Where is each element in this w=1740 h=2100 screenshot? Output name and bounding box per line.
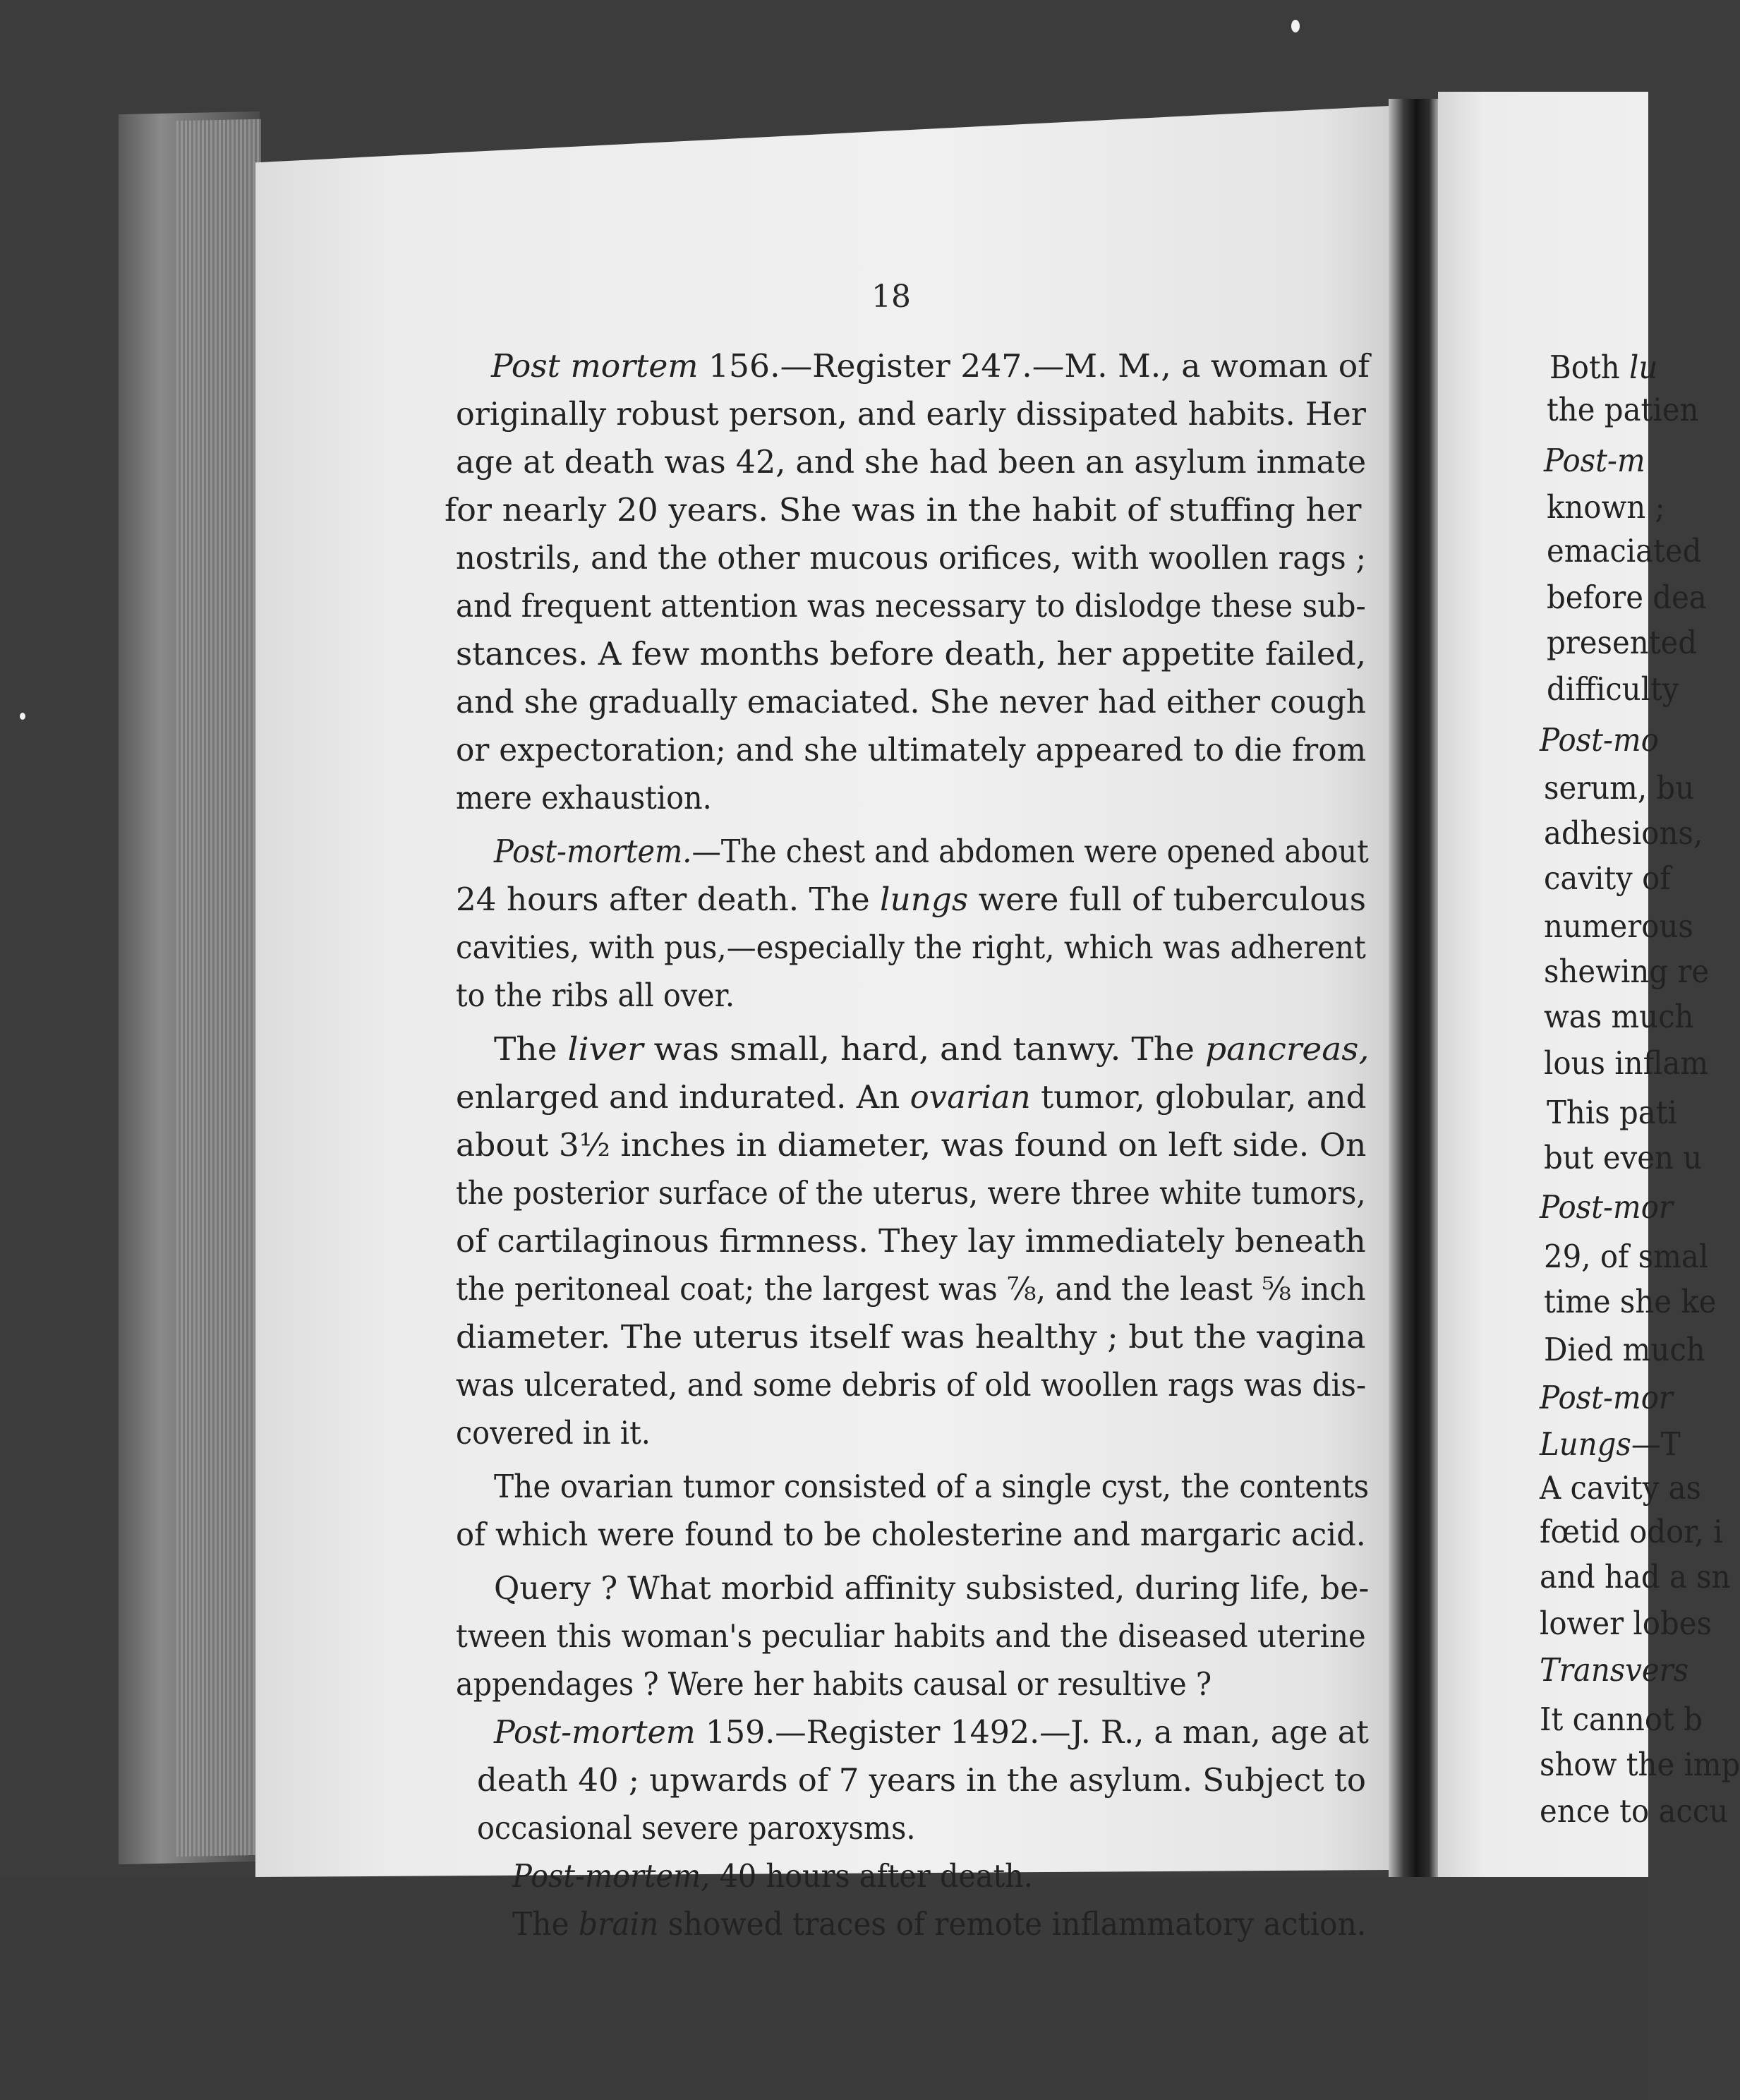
italic-term: Post-mortem, (512, 1859, 711, 1895)
text-line (1540, 1559, 1731, 1595)
line-text: the posterior surface of the uterus, were three white tumors, (456, 1176, 1366, 1212)
italic-term: Post-mortem (494, 1715, 696, 1751)
line-text: —The chest and abdomen were opened about (691, 834, 1369, 870)
line-text: the patien (1547, 392, 1699, 428)
text-line (1544, 443, 1645, 479)
text-line (456, 780, 712, 816)
text-line (1547, 490, 1665, 526)
text-line (1544, 909, 1693, 945)
text-line (1544, 773, 1694, 805)
text-line (1540, 1427, 1681, 1463)
text-line (1540, 1606, 1712, 1642)
line-text: presented (1547, 625, 1698, 661)
line-text: were full of tuberculous (968, 882, 1366, 918)
text-line (1544, 816, 1703, 852)
text-line (1540, 1473, 1701, 1505)
line-text: showed traces of remote inflammatory action. (658, 1907, 1367, 1943)
line-text: death 40 ; upwards of 7 years in the asylum. Subject to (477, 1763, 1366, 1799)
text-line (1544, 1046, 1709, 1082)
text-line (1547, 580, 1707, 616)
line-text: emaciated (1547, 533, 1702, 569)
line-text: to the ribs all over. (456, 978, 735, 1014)
text-line (456, 1667, 1212, 1703)
line-text: time she ke (1544, 1284, 1717, 1320)
text-line (1547, 625, 1698, 661)
text-line (456, 732, 1367, 768)
text-line (1540, 1747, 1740, 1783)
text-line (456, 930, 1366, 966)
line-text: show the imp (1540, 1747, 1740, 1783)
line-text: age at death was 42, and she had been an asylum inmate (456, 445, 1367, 481)
line-text: This pati (1547, 1095, 1677, 1131)
text-line (1540, 725, 1659, 757)
line-text: was small, hard, and tanwy. The (643, 1032, 1205, 1068)
italic-term: lu (1629, 350, 1658, 386)
italic-term: Post mortem (491, 349, 699, 385)
text-line (456, 543, 1366, 575)
line-text: Both (1549, 350, 1629, 386)
line-text: and frequent attention was necessary to dislodge these sub- (456, 589, 1366, 624)
line-text: originally robust person, and early dissipated habits. Her (456, 397, 1366, 433)
text-line (1547, 533, 1702, 569)
line-text: Died much (1544, 1332, 1705, 1368)
italic-term: Post-m (1544, 443, 1645, 479)
line-text: 156.—Register 247.—M. M., a woman of (698, 349, 1370, 385)
text-line (512, 1861, 1033, 1893)
text-line (1540, 1794, 1729, 1830)
text-line (494, 834, 1369, 870)
text-line (456, 1418, 651, 1450)
line-text: about 3½ inches in diameter, was found on left side. On (456, 1128, 1367, 1164)
text-line (456, 399, 1366, 431)
text-line (456, 978, 735, 1014)
text-line (1540, 1655, 1688, 1687)
line-text: shewing re (1544, 954, 1710, 990)
text-line (494, 1715, 1369, 1751)
text-line (1544, 861, 1671, 897)
text-line (456, 1130, 1366, 1162)
italic-term: Post-mor (1540, 1190, 1673, 1226)
line-text: and she gradually emaciated. She never had either cough (456, 684, 1366, 720)
line-text: or expectoration; and she ultimately appeared to die from (456, 732, 1367, 768)
text-line (456, 684, 1366, 720)
text-line (1547, 392, 1699, 428)
line-text: Query ? What morbid affinity subsisted, during life, be- (494, 1571, 1370, 1607)
line-text: cavity of (1544, 861, 1671, 897)
line-text: but even u (1544, 1140, 1703, 1176)
italic-term: Post-mortem. (494, 834, 692, 870)
line-text: 29, of smal (1544, 1239, 1709, 1275)
line-text: occasional severe paroxysms. (477, 1811, 916, 1847)
line-text: known ; (1547, 490, 1665, 526)
text-line (456, 591, 1366, 623)
line-text: —T (1631, 1427, 1681, 1463)
text-line (1547, 1095, 1677, 1131)
text-line (477, 1811, 916, 1847)
text-line (1540, 1380, 1673, 1416)
text-line (494, 1469, 1370, 1505)
text-line (1549, 350, 1658, 386)
page-number: 18 (871, 279, 911, 315)
line-text: It cannot b (1540, 1702, 1703, 1738)
text-line (456, 1517, 1366, 1553)
text-line (1544, 1332, 1705, 1368)
line-text: was ulcerated, and some debris of old woollen rags was dis- (456, 1368, 1367, 1404)
text-line (1544, 999, 1694, 1035)
line-text: The (494, 1032, 568, 1068)
line-text: ence to accu (1540, 1794, 1729, 1830)
italic-term: Transvers (1540, 1653, 1689, 1689)
text-line (1544, 1284, 1717, 1320)
line-text: before dea (1547, 580, 1707, 616)
text-line (494, 1571, 1370, 1607)
line-text: and had a sn (1540, 1559, 1731, 1595)
line-text: lower lobes (1540, 1606, 1712, 1642)
text-line (456, 1619, 1366, 1655)
text-line (456, 447, 1366, 479)
italic-term: Post-mo (1540, 723, 1659, 759)
italic-term: Post-mor (1540, 1380, 1673, 1416)
text-line (456, 1226, 1366, 1258)
text-line (456, 1322, 1366, 1354)
text-line (477, 1763, 1366, 1799)
line-text: enlarged and indurated. An (456, 1080, 910, 1116)
italic-term: pancreas, (1204, 1032, 1370, 1068)
text-line (1544, 1239, 1709, 1275)
line-text: 40 hours after death. (710, 1859, 1033, 1895)
line-text: stances. A few months before death, her appetite failed, (456, 636, 1367, 672)
line-text: mere exhaustion. (456, 780, 712, 816)
line-text: The (512, 1907, 579, 1943)
text-line (456, 1274, 1366, 1306)
line-text: A cavity as (1540, 1471, 1702, 1507)
italic-term: brain (579, 1907, 659, 1943)
line-text: numerous (1544, 909, 1693, 945)
italic-term: lungs (880, 882, 969, 918)
line-text: tween this woman's peculiar habits and the diseased uterine (456, 1619, 1366, 1655)
right-page-text (1438, 0, 1740, 2100)
line-text: The ovarian tumor consisted of a single cyst, the contents (494, 1469, 1370, 1505)
line-text: difficulty (1547, 672, 1679, 708)
line-text: covered in it. (456, 1416, 651, 1452)
line-text: 159.—Register 1492.—J. R., a man, age at (695, 1715, 1369, 1751)
text-line (1540, 1190, 1673, 1226)
line-text: adhesions, (1544, 816, 1703, 852)
text-line (1544, 954, 1710, 990)
text-line (494, 1034, 1369, 1066)
line-text: was much (1544, 999, 1694, 1035)
line-text: appendages ? Were her habits causal or resultive ? (456, 1667, 1212, 1703)
text-line (456, 1082, 1366, 1114)
line-text: for nearly 20 years. She was in the habit of stuffing her (445, 493, 1362, 529)
line-text: the peritoneal coat; the largest was ⅞, and the least ⅝ inch (456, 1272, 1366, 1308)
italic-term: ovarian (910, 1080, 1031, 1116)
text-line (456, 1370, 1366, 1402)
text-line (1547, 672, 1679, 708)
italic-term: Lungs (1540, 1427, 1631, 1463)
line-text: lous inflam (1544, 1046, 1709, 1082)
text-line (1540, 1702, 1703, 1738)
line-text: diameter. The uterus itself was healthy ; but the vagina (456, 1320, 1366, 1356)
text-line (456, 636, 1367, 672)
text-line (445, 495, 1362, 527)
text-line (512, 1909, 1366, 1941)
line-text: 24 hours after death. The (456, 882, 881, 918)
text-line (456, 1178, 1366, 1210)
text-line (491, 351, 1370, 383)
line-text: serum, bu (1544, 771, 1695, 807)
line-text: nostrils, and the other mucous orifices, with woollen rags ; (456, 541, 1367, 577)
text-line (456, 882, 1366, 918)
line-text: fœtid odor, i (1540, 1514, 1723, 1550)
line-text: of cartilaginous firmness. They lay immediately beneath (456, 1224, 1366, 1260)
line-text: of which were found to be cholesterine and margaric acid. (456, 1517, 1366, 1553)
text-line (1540, 1514, 1723, 1550)
text-line (1544, 1140, 1703, 1176)
line-text: tumor, globular, and (1030, 1080, 1367, 1116)
line-text: cavities, with pus,—especially the right, which was adherent (456, 930, 1366, 966)
italic-term: liver (567, 1032, 644, 1068)
